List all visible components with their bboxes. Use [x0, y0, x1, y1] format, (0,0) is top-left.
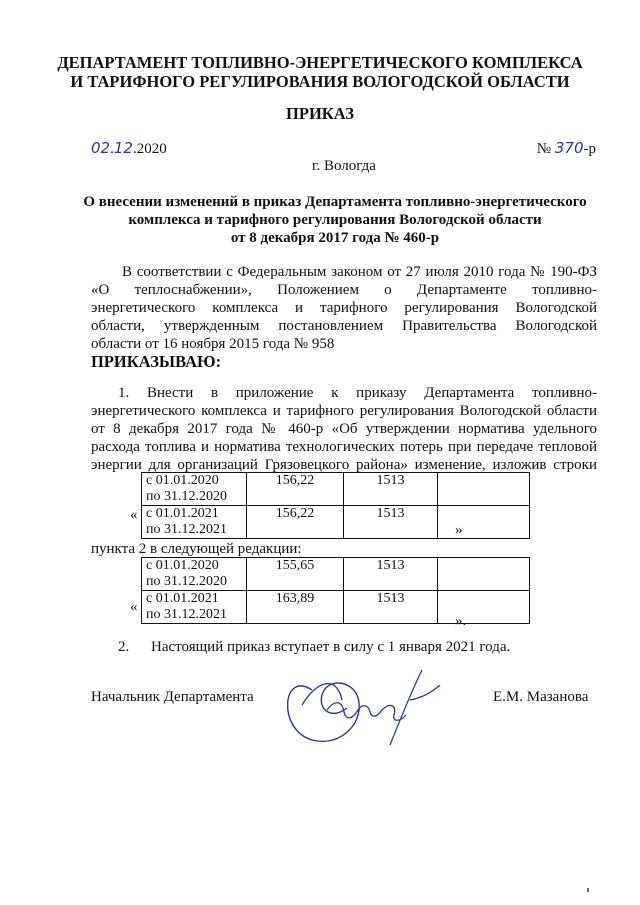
- signer-name: Е.М. Мазанова: [493, 689, 589, 705]
- quote-close-2: ».: [455, 613, 467, 629]
- org-name-line-1: ДЕПАРТАМЕНТ ТОПЛИВНО-ЭНЕРГЕТИЧЕСКОГО КОМПЛЕКСА: [57, 53, 583, 72]
- mid-text: пункта 2 в следующей редакции:: [91, 541, 302, 557]
- item2-number: 2.: [118, 639, 130, 655]
- quote-close-1: »: [455, 522, 463, 538]
- quote-open-1: «: [130, 507, 138, 523]
- period-end: по 31.12.2020: [146, 489, 227, 504]
- period-start: с 01.01.2021: [146, 506, 219, 521]
- doc-number: [537, 139, 596, 158]
- period-cell: [142, 591, 247, 624]
- value-cell: 163,89: [247, 591, 344, 624]
- value-cell: 156,22: [247, 473, 344, 506]
- table-row: [142, 473, 530, 506]
- value-cell: [438, 506, 530, 539]
- value-cell: 1513: [344, 558, 438, 591]
- date-day: 02: [91, 139, 111, 157]
- period-end: по 31.12.2021: [146, 607, 227, 622]
- item1-line-4: расхода топлива и норматива технологических потерь при передаче тепловой: [91, 439, 597, 455]
- preamble-line-3: энергетического комплекса и тарифного регулирования Вологодской: [91, 300, 597, 316]
- number-suffix: -р: [583, 141, 596, 157]
- title-line-1: О внесении изменений в приказ Департамента топливно-энергетического: [83, 194, 587, 210]
- period-start: с 01.01.2020: [146, 473, 219, 488]
- preamble-line-4: области, утвержденным постановлением Правительства Вологодской: [91, 318, 597, 334]
- scan-mark: [587, 888, 589, 892]
- city: г. Вологда: [312, 158, 376, 174]
- preamble-line-1: В соответствии с Федеральным законом от 27 июля 2010 года № 190-ФЗ: [122, 264, 597, 280]
- org-name-line-2: И ТАРИФНОГО РЕГУЛИРОВАНИЯ ВОЛОГОДСКОЙ ОБЛАСТИ: [70, 72, 570, 91]
- handwritten-signature: [272, 660, 447, 750]
- doc-date: [91, 139, 167, 158]
- order-word: ПРИКАЗЫВАЮ:: [91, 352, 222, 371]
- period-cell: [142, 558, 247, 591]
- number-value: 370: [554, 139, 584, 157]
- value-cell: 156,22: [247, 506, 344, 539]
- date-sep: .: [110, 141, 114, 157]
- period-start: с 01.01.2021: [146, 591, 219, 606]
- item1-line-2: энергетического комплекса и тарифного регулирования Вологодской области: [91, 403, 597, 419]
- preamble-line-2: «О теплоснабжении», Положением о Департаменте топливно-: [91, 282, 597, 298]
- value-cell: 1513: [344, 591, 438, 624]
- period-cell: [142, 473, 247, 506]
- value-cell: 1513: [344, 473, 438, 506]
- value-cell: 155,65: [247, 558, 344, 591]
- item1-line-1: 1. Внести в приложение к приказу Департамента топливно-: [118, 385, 597, 401]
- quote-open-2: «: [130, 599, 138, 615]
- period-start: с 01.01.2020: [146, 558, 219, 573]
- value-cell: [438, 558, 530, 591]
- item1-line-5: энергии для организаций Грязовецкого района» изменение, изложив строки: [91, 457, 597, 473]
- value-cell: 1513: [344, 506, 438, 539]
- title-line-2: комплекса и тарифного регулирования Вологодской области: [128, 212, 542, 228]
- item1-line-3: от 8 декабря 2017 года № 460-р «Об утверждении норматива удельного: [91, 421, 597, 437]
- period-cell: [142, 506, 247, 539]
- table-old: [141, 472, 530, 539]
- date-year: .2020: [132, 141, 167, 157]
- item2-text: Настоящий приказ вступает в силу с 1 января 2021 года.: [151, 639, 511, 655]
- date-month: 12: [113, 139, 133, 157]
- period-end: по 31.12.2021: [146, 522, 227, 537]
- doc-type: ПРИКАЗ: [286, 104, 354, 123]
- number-prefix: №: [536, 141, 552, 157]
- table-row: [142, 591, 530, 624]
- table-new: [141, 557, 530, 624]
- value-cell: [438, 591, 530, 624]
- period-end: по 31.12.2020: [146, 574, 227, 589]
- value-cell: [438, 473, 530, 506]
- title-line-3: от 8 декабря 2017 года № 460-р: [230, 230, 440, 246]
- preamble-line-5: области от 16 ноября 2015 года № 958: [91, 336, 335, 352]
- table-row: [142, 506, 530, 539]
- signer-position: Начальник Департамента: [91, 689, 254, 705]
- table-row: [142, 558, 530, 591]
